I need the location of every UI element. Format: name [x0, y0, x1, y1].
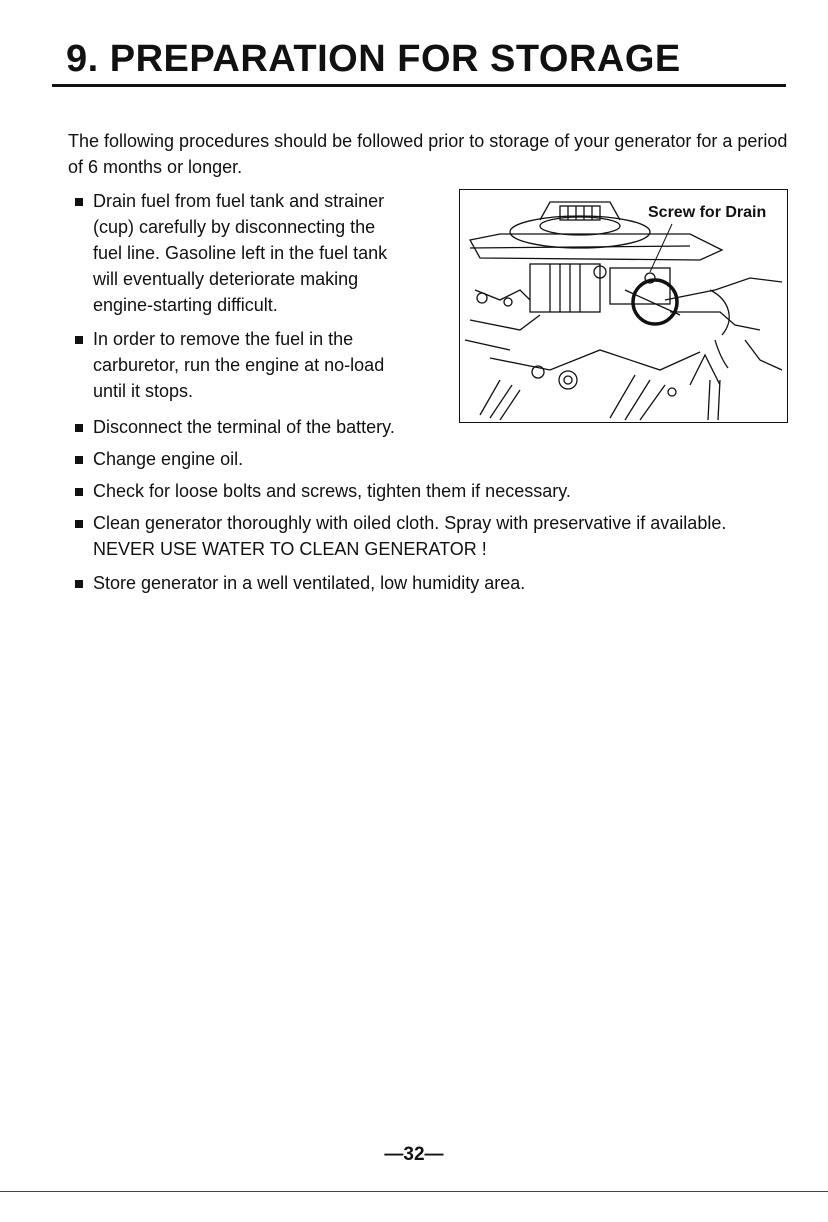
figure-callout-label: Screw for Drain [648, 204, 767, 221]
list-item-text: Disconnect the terminal of the battery. [93, 417, 395, 437]
list-item [74, 510, 774, 562]
page-title: 9. PREPARATION FOR STORAGE [66, 38, 681, 80]
list-item-text: In order to remove the fuel in the carburetor, run the engine at no-load until it stops. [93, 329, 385, 401]
list-item-text: Clean generator thoroughly with oiled cloth. Spray with preservative if available. NEVER USE WATER TO CLEAN GENERATOR ! [93, 513, 727, 559]
carburetor-drain-illustration [459, 189, 788, 423]
list-item [74, 188, 404, 318]
list-item [74, 570, 774, 596]
list-item [74, 446, 454, 472]
carburetor-drawing [460, 190, 787, 422]
list-item [74, 326, 404, 404]
list-item [74, 478, 774, 504]
list-item-text: Change engine oil. [93, 449, 244, 469]
intro-paragraph: The following procedures should be followed prior to storage of your generator for a period of 6 months or longer. [68, 131, 788, 177]
list-item-text: Drain fuel from fuel tank and strainer (cup) carefully by disconnecting the fuel line. Gasoline left in the fuel tank will eventually deteriorate making engine-starting difficult. [93, 191, 388, 315]
list-item-text: Check for loose bolts and screws, tighten them if necessary. [93, 481, 571, 501]
bottom-divider [0, 1191, 828, 1192]
page-number: —32— [384, 1144, 444, 1165]
list-item [74, 414, 454, 440]
title-underline [52, 84, 786, 87]
list-item-text: Store generator in a well ventilated, low humidity area. [93, 573, 526, 593]
